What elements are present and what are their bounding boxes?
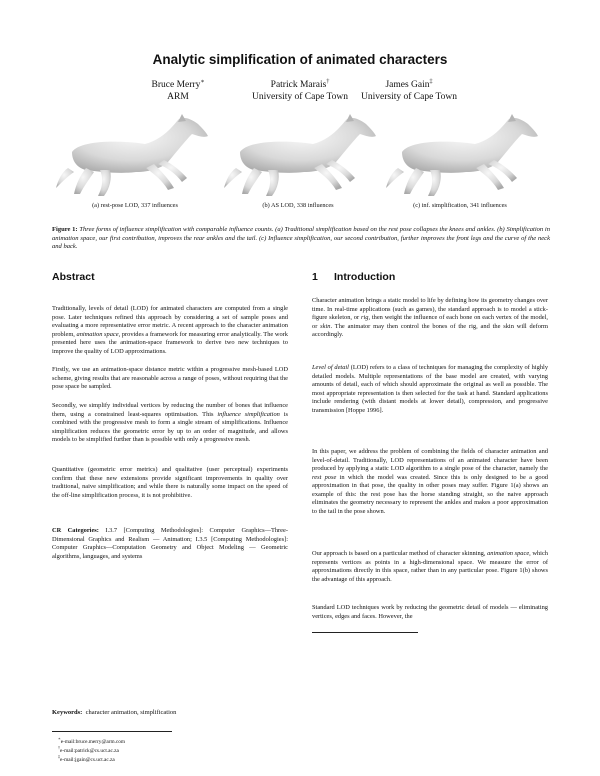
section-number: 1 — [312, 271, 318, 283]
author-mark: ∗ — [200, 79, 205, 85]
figure-caption-text: Three forms of influence simplification with comparable influence counts. (a) Traditional simplification based on the rest pose collapses the knees and ankles. (b) Simplification in animation space, our first contribution, improves the rear ankles and the tail. (c) Influence simplification, our second contribution, further improves the front legs and the curve of the neck and back. — [52, 226, 551, 251]
cr-text: I.3.7 [Computing Methodologies]: Computer Graphics—Three-Dimensional Graphics and Realism — Animation; I.3.5 [Computing Methodologies]: Computer Graphics—Computation Geometry and Object Modeling — Geometric algorithms, languages, and systems — [52, 527, 288, 560]
author-name: James Gain — [385, 80, 430, 91]
author-mark: † — [326, 79, 330, 85]
figure-label: Figure 1: — [52, 226, 78, 233]
intro-p5: Standard LOD techniques work by reducing the geometric detail of models — eliminating vertices, edges and faces. However, the — [312, 604, 548, 620]
figure-1a-image — [50, 110, 220, 200]
author-name: Bruce Merry — [151, 80, 201, 91]
subcaption-c: (c) inf. simplification, 341 influences — [413, 202, 507, 209]
author-affiliation: University of Cape Town — [252, 92, 348, 103]
intro-p4: Our approach is based on a particular method of character skinning, animation space, which represents vertices as points in a high-dimensional space. We measure the error of approximations directly in this space, rather than in any particular pose. Figure 1(b) shows the advantage of this approach. — [312, 550, 548, 583]
abstract-p3: Secondly, we simplify individual vertices by reducing the number of bones that influence them, using a constrained least-squares optimisation. This influence simplification is combined with the progressive mesh to form a single stream of simplifications. Influence simplification reduces the geometric error by up to an order of magnitude, and allows models to be simplified further than is possible with only a progressive mesh. — [52, 402, 288, 443]
abstract-heading: Abstract — [52, 271, 95, 283]
paper-title: Analytic simplification of animated characters — [152, 52, 448, 67]
keywords-text: character animation, simplification — [85, 709, 177, 716]
author-affiliation: ARM — [167, 92, 189, 103]
intro-heading — [312, 271, 395, 283]
footnote-2: †e-mail:patrick@cs.uct.ac.za — [58, 745, 119, 754]
author-name: Patrick Marais — [270, 80, 327, 91]
abstract-p1: Traditionally, levels of detail (LOD) for animated characters are computed from a single pose. Later techniques refined this approach by considering a set of sample poses and evaluating a more representative error metric. A recent approach to the character animation problem, animation space, provides a framework for measuring error analytically. The work presented here uses the animation-space framework to derive two new techniques to improve the quality of LOD approximations. — [52, 305, 288, 355]
figure-1b-image — [218, 110, 388, 200]
abstract-p2: Firstly, we use an animation-space distance metric within a progressive mesh-based LOD scheme, giving results that are reasonable across a range of poses, without requiring that the pose space be sampled. — [52, 366, 288, 390]
abstract-p4: Quantitative (geometric error metrics) and qualitative (user perceptual) experiments confirm that these new extensions provide significant improvements in quality over traditional, naive simplification; and while there is naturally some impact on the speed of the off-line simplification process, it is not prohibitive. — [52, 466, 288, 499]
subcaption-b: (b) AS LOD, 338 influences — [262, 202, 334, 209]
cr-categories — [52, 527, 288, 561]
author-mark: ‡ — [429, 79, 433, 85]
intro-p1: Character animation brings a static model to life by defining how its geometry changes over time. In real-time applications (such as games), the standard approach is to model a stick-figure skeleton, or rig, then weight the influence of each bone on each vertex of the model, or skin. The animator may then control the bones of the rig, and the skin will deform accordingly. — [312, 297, 548, 338]
author-affiliation: University of Cape Town — [361, 92, 457, 103]
section-title: Introduction — [334, 271, 396, 283]
intro-p2: Level of detail (LOD) refers to a class of techniques for managing the complexity of highly detailed models. Multiple representations of the base model are created, with varying amounts of detail, each of which should approximate the original as well as possible. The most appropriate representation is then selected for the task at hand. Standard applications include rendering (with distant models at lower detail), compression, and progressive transmission [Hoppe 1996]. — [312, 364, 549, 414]
column-rule — [312, 632, 418, 633]
footnote-3: ‡e-mail:jgain@cs.uct.ac.za — [58, 754, 115, 763]
keywords — [52, 709, 176, 716]
figure-1c-image — [380, 110, 550, 200]
footnote-rule — [52, 731, 172, 732]
footnote-1: ∗e-mail:bruce.merry@arm.com — [58, 736, 126, 745]
figure-caption — [52, 226, 550, 252]
subcaption-a: (a) rest-pose LOD, 337 influences — [92, 202, 178, 209]
keywords-label: Keywords: — [52, 709, 83, 716]
cr-label: CR Categories: — [52, 527, 99, 534]
intro-p3: In this paper, we address the problem of combining the fields of character animation and level-of-detail. Traditionally, LOD representations of an animated character have been produced by applying a static LOD algorithm to a single pose of the character, namely the rest pose in which the model was created. Since this is only designed to be a good approximation in that pose, the quality in other poses may suffer. Figure 1(a) shows an example of this: the rest pose has the horse standing straight, so the naive approach eliminates the geometry necessary to represent the ankles and makes a poor approximation to the tail in the pose shown. — [312, 448, 548, 515]
author-3 — [334, 76, 484, 103]
